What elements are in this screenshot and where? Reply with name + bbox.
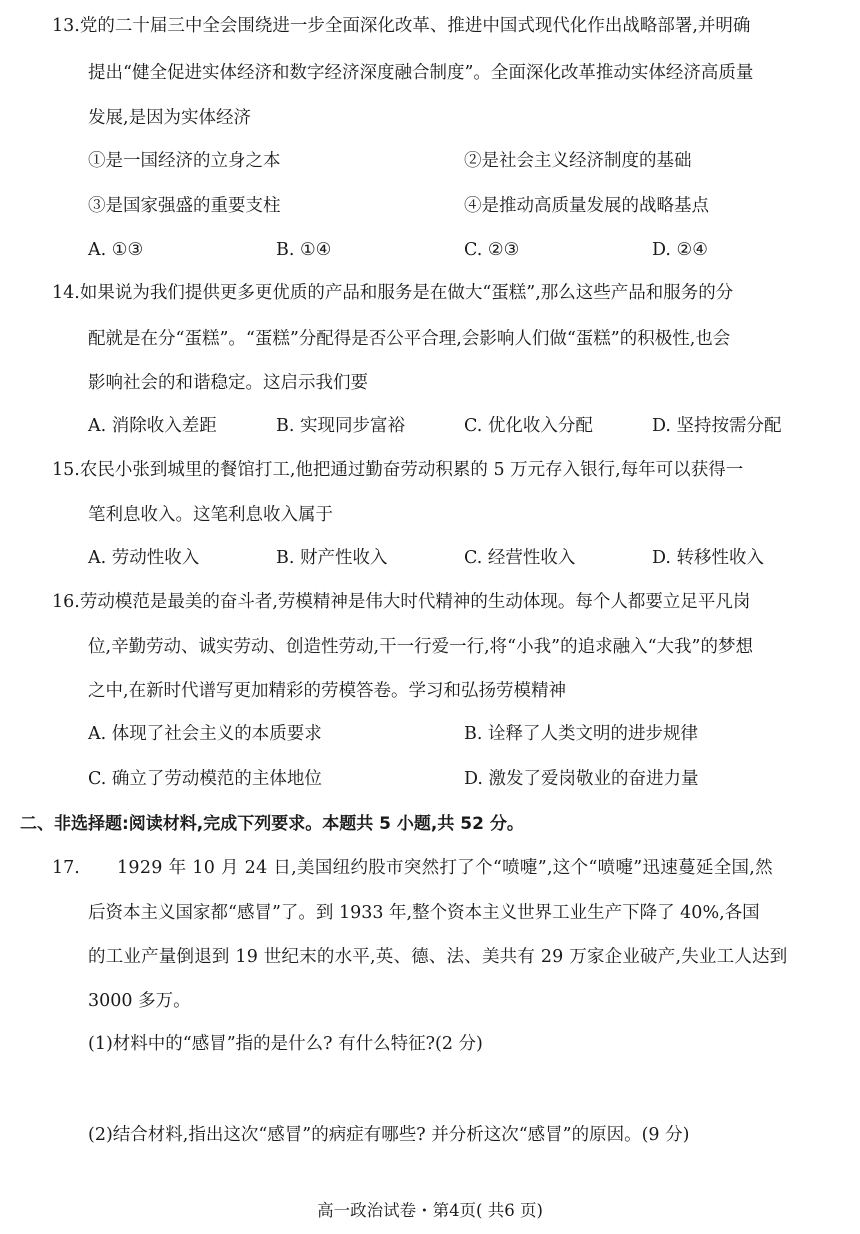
option-a: A. 劳动性收入	[88, 548, 200, 568]
statement-2: ②是社会主义经济制度的基础	[464, 151, 692, 171]
question-16-line-1: 16.劳动模范是最美的奋斗者,劳模精神是伟大时代精神的生动体现。每个人都要立足平凡岗	[52, 592, 751, 612]
question-16-line-2: 位,辛勤劳动、诚实劳动、创造性劳动,干一行爱一行,将“小我”的追求融入“大我”的梦想	[88, 637, 753, 657]
option-a: A. 消除收入差距	[88, 416, 217, 436]
option-d: D. 转移性收入	[652, 548, 765, 568]
question-17-sub-2: (2)结合材料,指出这次“感冒”的病症有哪些? 并分析这次“感冒”的原因。(9 分)	[88, 1125, 690, 1145]
question-14-line-3: 影响社会的和谐稳定。这启示我们要	[88, 373, 368, 393]
section-heading: 二、非选择题:阅读材料,完成下列要求。本题共 5 小题,共 52 分。	[20, 814, 524, 834]
option-c: C. 确立了劳动模范的主体地位	[88, 769, 322, 789]
question-14-line-2: 配就是在分“蛋糕”。“蛋糕”分配得是否公平合理,会影响人们做“蛋糕”的积极性,也会	[88, 329, 731, 349]
option-c: C. 经营性收入	[464, 548, 576, 568]
option-b: B. ①④	[276, 240, 332, 260]
question-13-line-3: 发展,是因为实体经济	[88, 108, 252, 128]
option-a: A. 体现了社会主义的本质要求	[88, 724, 322, 744]
option-c: C. 优化收入分配	[464, 416, 593, 436]
question-17-line-2: 后资本主义国家都“感冒”了。到 1933 年,整个资本主义世界工业生产下降了 40%,各国	[88, 903, 760, 923]
option-b: B. 财产性收入	[276, 548, 388, 568]
option-d: D. 坚持按需分配	[652, 416, 782, 436]
option-b: B. 诠释了人类文明的进步规律	[464, 724, 698, 744]
option-b: B. 实现同步富裕	[276, 416, 405, 436]
statement-1: ①是一国经济的立身之本	[88, 151, 281, 171]
statement-4: ④是推动高质量发展的战略基点	[464, 196, 709, 216]
option-d: D. 激发了爱岗敬业的奋进力量	[464, 769, 699, 789]
question-13-line-1: 13.党的二十届三中全会围绕进一步全面深化改革、推进中国式现代化作出战略部署,并明确	[52, 16, 751, 36]
question-16-line-3: 之中,在新时代谱写更加精彩的劳模答卷。学习和弘扬劳模精神	[88, 681, 567, 701]
question-13-line-2: 提出“健全促进实体经济和数字经济深度融合制度”。全面深化改革推动实体经济高质量	[88, 63, 754, 83]
question-17-line-4: 3000 多万。	[88, 991, 191, 1011]
question-15-line-2: 笔利息收入。这笔利息收入属于	[88, 505, 333, 525]
question-14-line-1: 14.如果说为我们提供更多更优质的产品和服务是在做大“蛋糕”,那么这些产品和服务的分	[52, 283, 734, 303]
question-15-line-1: 15.农民小张到城里的餐馆打工,他把通过勤奋劳动积累的 5 万元存入银行,每年可以获得一	[52, 460, 744, 480]
statement-3: ③是国家强盛的重要支柱	[88, 196, 281, 216]
question-17-line-1: 1929 年 10 月 24 日,美国纽约股市突然打了个“喷嚏”,这个“喷嚏”迅速蔓延全国,然	[117, 858, 773, 878]
option-c: C. ②③	[464, 240, 520, 260]
option-d: D. ②④	[652, 240, 708, 260]
question-17-number: 17.	[52, 858, 80, 878]
option-a: A. ①③	[88, 240, 144, 260]
question-17-line-3: 的工业产量倒退到 19 世纪末的水平,英、德、法、美共有 29 万家企业破产,失业工人达到	[88, 947, 788, 967]
question-17-sub-1: (1)材料中的“感冒”指的是什么? 有什么特征?(2 分)	[88, 1034, 483, 1054]
page-footer: 高一政治试卷・第4页( 共6 页)	[317, 1201, 543, 1220]
